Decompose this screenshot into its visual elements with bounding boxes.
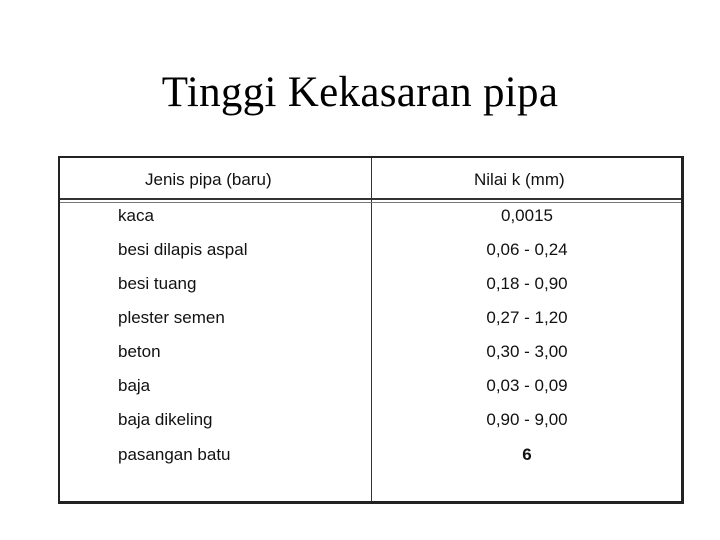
header-divider-inner [60,202,681,203]
k-value-cell: 0,03 - 0,09 [486,376,568,395]
pipe-type-cell: besi dilapis aspal [118,240,248,259]
k-value-cell: 0,90 - 9,00 [486,410,568,429]
k-value-cell: 0,06 - 0,24 [486,240,568,259]
table-row [60,206,682,236]
header-k-value: Nilai k (mm) [474,170,565,189]
k-value-cell: 0,30 - 3,00 [486,342,568,361]
table-row [60,308,682,338]
pipe-type-cell: plester semen [118,308,225,327]
header-pipe-type: Jenis pipa (baru) [145,170,272,189]
table-row [60,376,682,406]
pipe-type-cell: beton [118,342,161,361]
k-value-cell: 0,27 - 1,20 [486,308,568,327]
table-row [60,342,682,372]
k-value-cell: 0,0015 [501,206,553,225]
k-value-cell: 0,18 - 0,90 [486,274,568,293]
table-row [60,445,682,475]
slide-title: Tinggi Kekasaran pipa [161,69,559,116]
k-value-cell: 6 [522,445,532,464]
table-row [60,240,682,270]
header-divider [60,198,681,200]
pipe-type-cell: kaca [118,206,154,225]
table-row [60,274,682,304]
pipe-type-cell: besi tuang [118,274,197,293]
table-row [60,410,682,440]
pipe-type-cell: baja [118,376,151,395]
roughness-table [58,156,684,504]
pipe-type-cell: pasangan batu [118,445,231,464]
pipe-type-cell: baja dikeling [118,410,213,429]
